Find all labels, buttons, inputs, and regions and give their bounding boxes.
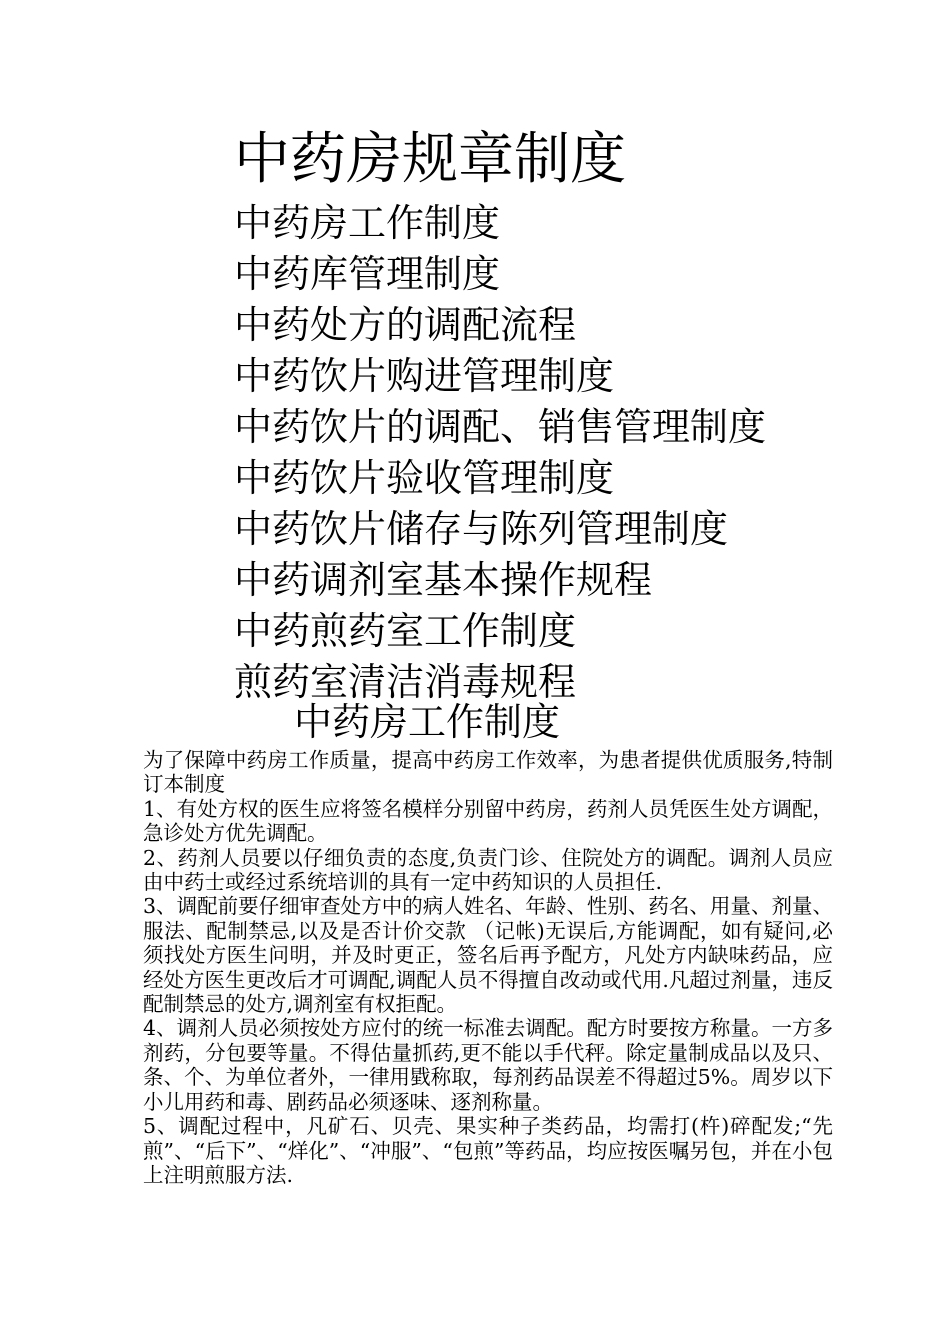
body-paragraph: 1、有处方权的医生应将签名模样分别留中药房，药剂人员凭医生处方调配，急诊处方优先调配。 (143, 796, 833, 846)
body-paragraph: 4、调剂人员必须按处方应付的统一标准去调配。配方时要按方称量。一方多剂药，分包要等量。不得估量抓药,更不能以手代秤。除定量制成品以及只、条、个、为单位者外，一律用戥称取，每剂药品误差不得超过5%。周岁以下小儿用药和毒、剧药品必须逐味、逐剂称量。 (143, 1016, 833, 1114)
toc-item: 中药煎药室工作制度 (234, 609, 577, 653)
toc-item: 中药饮片购进管理制度 (234, 354, 615, 398)
toc-item: 中药饮片的调配、销售管理制度 (234, 405, 767, 449)
table-of-contents (234, 198, 766, 708)
toc-item: 中药库管理制度 (234, 252, 501, 296)
toc-item: 煎药室清洁消毒规程 (234, 660, 577, 704)
toc-item: 中药房工作制度 (234, 201, 501, 245)
body-paragraph: 3、调配前要仔细审查处方中的病人姓名、年龄、性别、药名、用量、剂量、服法、配制禁忌,以及是否计价交款 （记帐)无误后,方能调配，如有疑问,必须找处方医生问明，并及时更正，签名后再予配方，凡处方内缺味药品，应经处方医生更改后才可调配,调配人员不得擅自改动或代用.凡超过剂量，违反配制禁忌的处方,调剂室有权拒配。 (143, 894, 833, 1017)
main-title: 中药房规章制度 (234, 127, 626, 192)
toc-item: 中药处方的调配流程 (234, 303, 577, 347)
toc-item: 中药调剂室基本操作规程 (234, 558, 653, 602)
toc-item: 中药饮片验收管理制度 (234, 456, 615, 500)
body-paragraph: 5、调配过程中，凡矿石、贝壳、果实种子类药品，均需打(杵)碎配发;“先煎”、“后下”、“烊化”、“冲服”、“包煎”等药品，均应按医嘱另包，并在小包上注明煎服方法. (143, 1114, 833, 1187)
toc-item: 中药饮片储存与陈列管理制度 (234, 507, 729, 551)
body-paragraph: 2、药剂人员要以仔细负责的态度,负责门诊、住院处方的调配。调剂人员应由中药士或经过系统培训的具有一定中药知识的人员担任. (143, 845, 833, 895)
section-title: 中药房工作制度 (294, 700, 561, 744)
body-paragraph: 为了保障中药房工作质量，提高中药房工作效率，为患者提供优质服务,特制订本制度 (143, 748, 833, 797)
section-body (143, 748, 833, 1187)
